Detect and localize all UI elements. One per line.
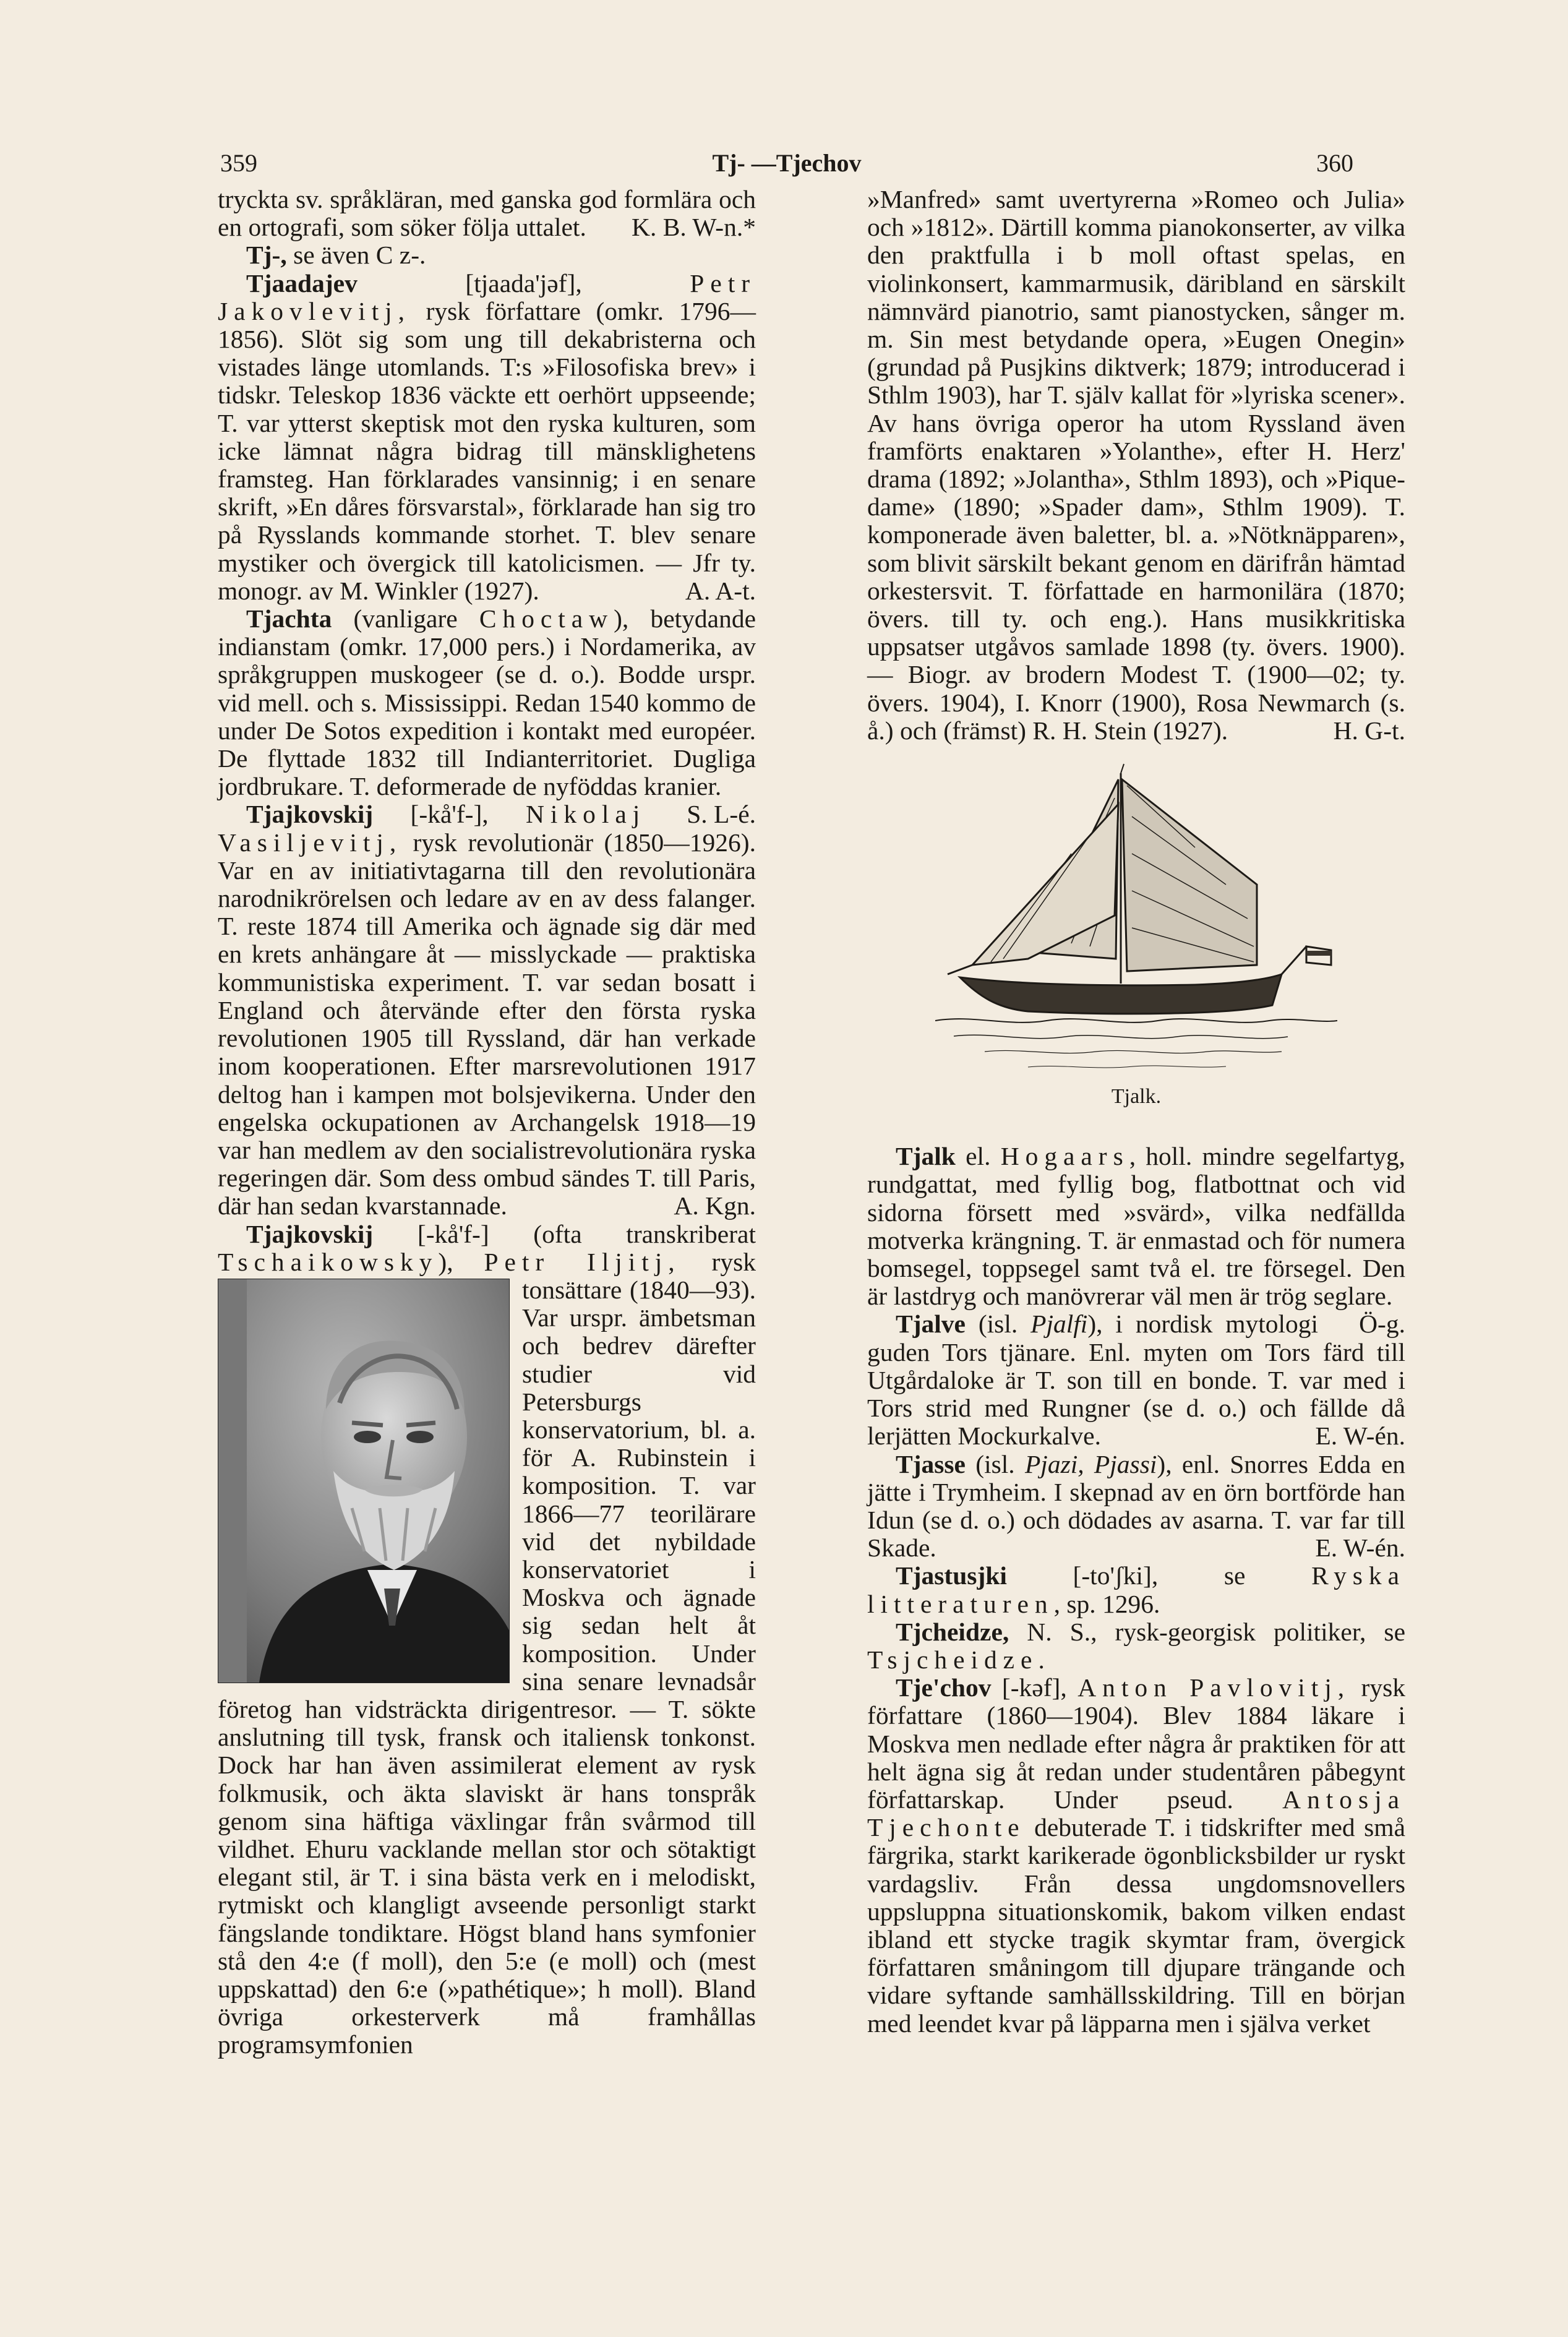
figure-caption: Tjalk. bbox=[1111, 1085, 1162, 1108]
headword: Tjajkovskij bbox=[246, 800, 374, 829]
entry-tjalk: Tjalk el. Hogaars, holl. mindre segelfartyg, rundgattat, med fyllig bog, flatbottnat och vid sidorna försett med »svärd», vilka nedfällda motverka krängning. T. är enmastad och för numera bomsegel, toppsegel samt två el. tre försegel. Den är lastdryg och manövrerar väl men är trög seglare. Ö-g. bbox=[867, 1142, 1406, 1339]
headword: Tjcheidze, bbox=[896, 1617, 1009, 1646]
author-signature: A. Kgn. bbox=[674, 1191, 756, 1220]
entry-tjechov: Tje'chov [-kəf], Anton Pavlovitj, rysk författare (1860—1904). Blev 1884 läkare i Moskva men nedlade efter några år praktiken för att helt ägna sig åt redan under studentåren påbegynt författarskap. Under pseud. Antosja Tjechonte debuterade T. i tidskrifter med små färgrika, starkt karikerade ögonblicksbilder ur ryskt vardagsliv. Från dessa ungdomsnovellers uppsluppna situationskomik, bakom vilken endast ibland ett stycke tragik skymtar fram, övergick författaren småningom till djupare trängande och vidare syftande samhällsskildring. Till en början med leendet kvar på läpparna men i själva verket bbox=[867, 1673, 1405, 2038]
entry-tjcheidze: Tjcheidze, N. S., rysk-georgisk politiker, se Tsjcheidze. bbox=[867, 1617, 1405, 1674]
author-signature: E. W-én. bbox=[1315, 1533, 1405, 1563]
entry-tjalve: Tjalve (isl. Pjalfi), i nordisk mytologi guden Tors tjänare. Enl. myten om Tors färd till Utgårdaloke är T. son till en bonde. T. var med i Tors strid med Rungner (se d. o.) och fällde då lerjätten Mockurkalve. E. W-én. bbox=[867, 1310, 1405, 1451]
author-signature: K. B. W-n.* bbox=[632, 213, 756, 242]
left-column bbox=[218, 186, 756, 2059]
entry-tjachta: Tjachta (vanligare Choctaw), betydande indianstam (omkr. 17,000 pers.) i Nordamerika, av språkgruppen muskogeer (se d. o.). Bodde urspr. vid mell. och s. Mississippi. Redan 1540 kommo de under De Sotos expedition i kontakt med européer. De flyttade 1832 till Indianterritoriet. Dugliga jordbrukare. T. deformerade de nyföddas kranier. S. L-é. bbox=[218, 604, 756, 829]
headword: Tje'chov bbox=[896, 1673, 992, 1702]
entry-tjaadajev: Tjaadajev [tjaada'jəf], Petr Jakovlevitj, rysk författare (omkr. 1796—1856). Slöt sig som ung till dekabristerna och vistades länge utomlands. T:s »Filosofiska brev» i tidskr. Teleskop 1836 väckte ett oerhört uppseende; T. var ytterst skeptisk mot den ryska kulturen, som icke lämnat några bidrag till mänsklighetens framsteg. Han förklarades vansinnig; i en senare skrift, »En dåres försvarstal», förklarade han sig tro på Rysslands kommande storhet. T. blev senare mystiker och övergick till katolicismen. — Jfr ty. monogr. av M. Winkler (1927). A. A-t. bbox=[218, 268, 756, 605]
entry-continuation: tryckta sv. språkläran, med ganska god formlära och en ortografi, som söker följa uttalet. K. B. W-n.* bbox=[218, 185, 756, 242]
portrait-image bbox=[247, 1279, 510, 1683]
entry-continuation-tjajkovskij: »Manfred» samt uvertyrerna »Romeo och Julia» och »1812». Därtill komma pianokonserter, av vilka den praktfulla i b moll oftast spelas, en violinkonsert, kammarmusik, däribland en särskilt nämnvärd pianotrio, samt pianostycken, sånger m. m. Sin mest betydande opera, »Eugen Onegin» (grundad på Pusjkins diktverk; 1879; introducerad i Sthlm 1903), har T. själv kallat för »lyriska scener». Av hans övriga operor ha utom Ryssland även framförts enaktaren »Yolanthe», efter H. Herz' drama (1892; »Jolantha», Sthlm 1893), och »Pique-dame» (1890; »Spader dam», Sthlm 1909). T. komponerade även baletter, bl. a. »Nötknäpparen», som blivit särskilt bekant genom en därifrån hämtad orkestersvit. T. författade en harmonilära (1870; övers. till ty. och eng.). Hans musikkritiska uppsatser utgåvos samlade 1898 (ty. övers. 1900). — Biogr. av brodern Modest T. (1900—02; ty. övers. 1904), I. Knorr (1900), Rosa Newmarch (s. å.) och (främst) R. H. Stein (1927). H. G-t. bbox=[867, 185, 1405, 745]
sailing-ship-image bbox=[935, 761, 1337, 1083]
headword: Tjalk bbox=[896, 1142, 956, 1171]
author-signature: H. G-t. bbox=[1333, 716, 1405, 745]
author-signature: A. A-t. bbox=[685, 576, 756, 605]
right-column bbox=[867, 186, 1405, 2038]
entry-tjajkovskij-petr: Tjajkovskij [-kå'f-] (ofta transkriberat Tschaikowsky), Petr Iljitj, rysk tonsättare (1840—93). Var urspr. ämbetsman och bedrev därefter studier vid Petersburgs konservatorium, bl. a. för A. Rubinstein i komposition. T. var 1866—77 teorilärare vid det nybildade konservatoriet i Moskva och ägnade sig sedan helt åt komposition. Under sina senare levnadsår företog han vidsträckta dirigentresor. — T. sökte anslutning till tysk, fransk och italiensk tonkonst. Dock har han även assimilerat element av rysk folkmusik, och äkta slaviskt är hans tonspråk genom sina häftiga växlingar från svårmod till vildhet. Ehuru vacklande mellan stor och sötaktigt elegant stil, är T. i sina bästa verk en i melodiskt, rytmiskt och klangligt avseende personligt starkt fängslande tondiktare. Högst bland hans symfonier stå den 4:e (f moll), den 5:e (e moll) och (mest uppskattad) den 6:e (»pathétique»; h moll). Bland övriga orkesterverk må framhållas programsymfonien bbox=[218, 1219, 756, 2059]
author-signature: S. L-é. bbox=[687, 800, 756, 829]
headword: Tjajkovskij bbox=[246, 1219, 374, 1248]
headword: Tjastusjki bbox=[896, 1561, 1007, 1590]
right-page-number: 360 bbox=[1316, 149, 1353, 177]
author-signature: E. W-én. bbox=[1315, 1421, 1405, 1451]
entry-tj: Tj-, se även C z-. bbox=[246, 241, 426, 270]
portrait-photo bbox=[218, 1279, 510, 1683]
headword: Tj-, bbox=[246, 241, 287, 270]
entry-tjajkovskij-nikolaj: Tjajkovskij [-kå'f-], Nikolaj Vasiljevitj, rysk revolutionär (1850—1926). Var en av initiativtagarna till den revolutionära narodnikrörelsen och ledare av en av dess falanger. T. reste 1874 till Amerika och ägnade sig där med en krets anhängare åt — misslyckade — praktiska kommunistiska experiment. T. var sedan bosatt i England och återvände efter den första ryska revolutionen 1905 till Ryssland, där han verkade inom kooperationen. Efter marsrevolutionen 1917 deltog han i kampen mot bolsjevikerna. Under den engelska ockupationen av Archangelsk 1918—19 var han medlem av den socialistrevolutionära ryska regeringen där. Som dess ombud sändes T. till Paris, där han sedan kvarstannade. A. Kgn. bbox=[218, 800, 756, 1220]
running-title: Tj- —Tjechov bbox=[712, 149, 862, 177]
entry-tjasse: Tjasse (isl. Pjazi, Pjassi), enl. Snorres Edda en jätte i Trymheim. I skepnad av en örn bortförde han Idun (se d. o.) och dödades av asarna. T. var far till Skade. E. W-én. bbox=[867, 1449, 1406, 1563]
headword: Tjalve bbox=[896, 1310, 966, 1339]
tjalk-illustration bbox=[867, 761, 1405, 1083]
headword: Tjasse bbox=[896, 1449, 966, 1478]
left-page-number: 359 bbox=[220, 149, 257, 177]
entry-tjastusjki: Tjastusjki [-to'ʃki], se Ryska litteraturen, sp. 1296. bbox=[867, 1561, 1405, 1618]
headword: Tjachta bbox=[246, 604, 332, 633]
author-signature: Ö-g. bbox=[1359, 1310, 1405, 1339]
headword: Tjaadajev bbox=[246, 268, 358, 298]
page-header bbox=[220, 148, 1353, 188]
